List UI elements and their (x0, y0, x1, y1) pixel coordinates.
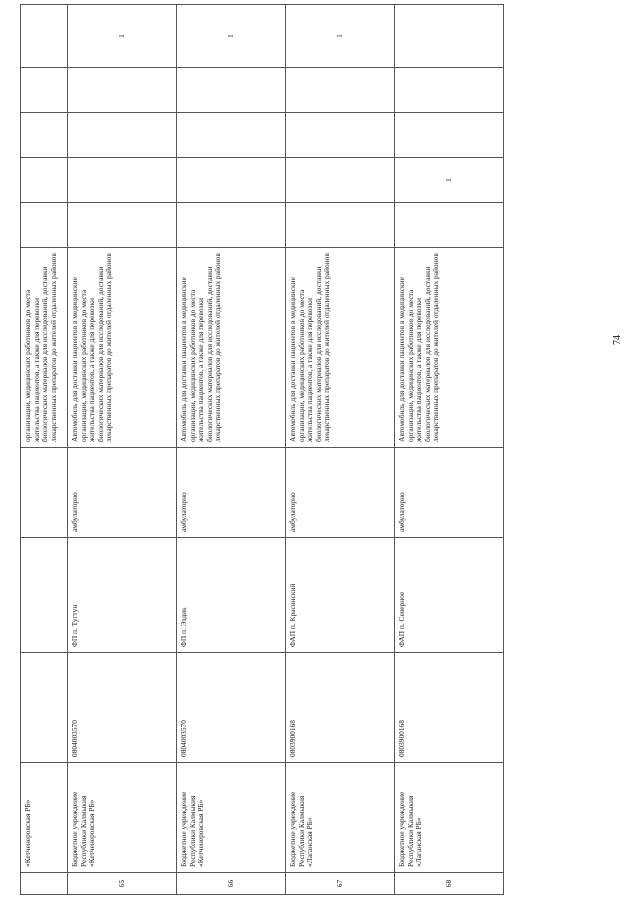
purpose-cell: Автомобиль для доставки пациентов в медицинские организации, медицинских работников до места жительства пациентов, а также для перевозки биологических материалов для исследований, доставки лекарственных препаратов до жителей отдаленных районов (68, 248, 177, 448)
table-row (177, 5, 286, 895)
table-row (395, 5, 504, 895)
count-cell (395, 5, 504, 68)
code-cell (21, 653, 68, 763)
count-cell (286, 203, 395, 248)
code-cell: 0803900168 (286, 653, 395, 763)
institution-cell: Бюджетное учреждение Республики Калмыкия «Кетченеровская РБ» (68, 763, 177, 873)
count-cell (177, 158, 286, 203)
count-cell (68, 203, 177, 248)
count-cell (177, 113, 286, 158)
row-number-cell: 67 (286, 873, 395, 895)
code-cell: 0804003570 (68, 653, 177, 763)
unit-cell: ФАП п. Красинский (286, 538, 395, 653)
row-number-cell: 65 (68, 873, 177, 895)
count-cell (68, 158, 177, 203)
institution-cell: Бюджетное учреждение Республики Калмыкия «Лаганская РБ» (395, 763, 504, 873)
unit-cell: ФП п. Эздик (177, 538, 286, 653)
unit-cell (21, 538, 68, 653)
unit-cell: ФАП п. Северное (395, 538, 504, 653)
purpose-cell: Автомобиль для доставки пациентов в медицинские организации, медицинских работников до места жительства пациентов, а также для перевозки биологических материалов для исследований, доставки лекарственных препаратов до жителей отдаленных районов (395, 248, 504, 448)
institution-cell: «Кетченеровская РБ» (21, 763, 68, 873)
care-type-cell: амбулаторно (286, 448, 395, 538)
count-cell (395, 203, 504, 248)
count-cell (177, 203, 286, 248)
empty-cell (21, 113, 68, 158)
empty-cell (21, 68, 68, 113)
code-cell: 0803900168 (395, 653, 504, 763)
purpose-cell: Автомобиль для доставки пациентов в медицинские организации, медицинских работников до места жительства пациентов, а также для перевозки биологических материалов для исследований, доставки лекарственных препаратов до жителей отдаленных районов (286, 248, 395, 448)
count-cell (177, 68, 286, 113)
institution-cell: Бюджетное учреждение Республики Калмыкия «Кетченеровская РБ» (177, 763, 286, 873)
count-cell (68, 68, 177, 113)
care-type-cell: амбулаторно (177, 448, 286, 538)
row-number-cell: 68 (395, 873, 504, 895)
empty-cell (21, 5, 68, 68)
count-cell (395, 113, 504, 158)
empty-cell (21, 203, 68, 248)
purpose-cell: Автомобиль для доставки пациентов в медицинские организации, медицинских работников до места жительства пациентов, а также для перевозки биологических материалов для исследований, доставки лекарственных препаратов до жителей отдаленных районов (177, 248, 286, 448)
count-cell: 1 (177, 5, 286, 68)
care-type-cell: амбулаторно (395, 448, 504, 538)
table-row (286, 5, 395, 895)
count-cell (286, 158, 395, 203)
row-number-cell (21, 873, 68, 895)
equipment-table (20, 4, 504, 895)
table-row (68, 5, 177, 895)
count-cell (395, 68, 504, 113)
page-number: 74 (612, 335, 623, 345)
count-cell (68, 113, 177, 158)
count-cell: 1 (395, 158, 504, 203)
count-cell (286, 68, 395, 113)
unit-cell: ФП п. Тугтун (68, 538, 177, 653)
table-row (21, 5, 68, 895)
count-cell: 1 (286, 5, 395, 68)
count-cell (286, 113, 395, 158)
row-number-cell: 66 (177, 873, 286, 895)
code-cell: 0804003570 (177, 653, 286, 763)
empty-cell (21, 158, 68, 203)
purpose-cell: организации, медицинских работников до места жительства пациентов, а также для перевозки биологических материалов для исследований, доставки лекарственных препаратов до жителей отдаленных районов (21, 248, 68, 448)
care-type-cell: амбулаторно (68, 448, 177, 538)
count-cell: 1 (68, 5, 177, 68)
institution-cell: Бюджетное учреждение Республики Калмыкия «Лаганская РБ» (286, 763, 395, 873)
care-type-cell (21, 448, 68, 538)
